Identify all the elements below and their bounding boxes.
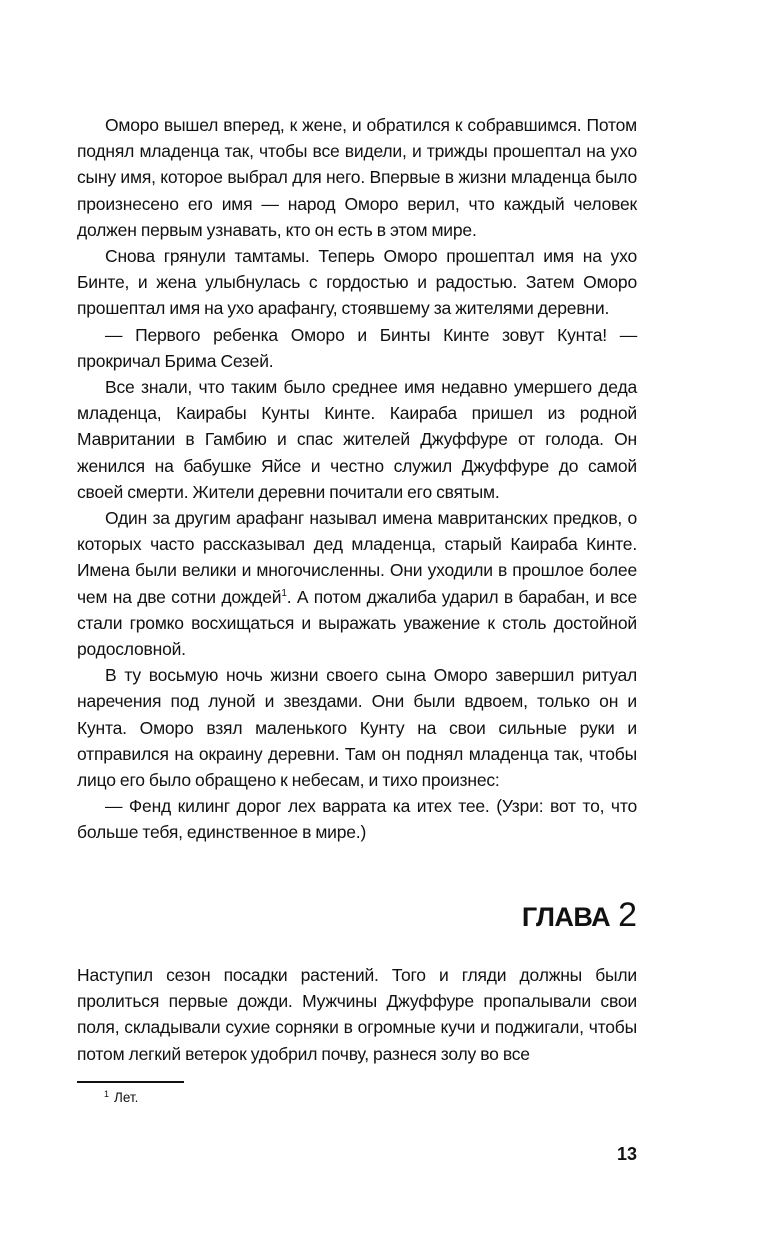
chapter-word: ГЛАВА	[521, 902, 611, 932]
paragraph-5-after: . А потом джалиба ударил в барабан, и все стали громко восхищаться и выражать уважение к столь достойной родословной.	[77, 586, 637, 660]
paragraph-6: В ту восьмую ночь жизни своего сына Оморо завершил ритуал наречения под луной и звездами. Они были вдвоем, только он и Кунта. Оморо взял маленького Кунту на свои сильные руки и отправился на окраину деревни. Там он поднял младенца так, чтобы лицо его было обращено к небесам, и тихо произнес:	[77, 665, 637, 791]
paragraph-7: — Фенд килинг дорог лех варрата ка итех тее. (Узри: вот то, что больше тебя, единственное в мире.)	[77, 796, 637, 843]
chapter-text	[77, 962, 637, 1067]
footnote	[104, 1089, 138, 1107]
chapter-number: 2	[618, 896, 637, 934]
paragraph-1: Оморо вышел вперед, к жене, и обратился к собравшимся. Потом поднял младенца так, чтобы все видели, и трижды прошептал на ухо сыну имя, которое выбрал для него. Впервые в жизни младенца было произнесено его имя — народ Оморо верил, что каждый человек должен первым узнавать, кто он есть в этом мире.	[77, 115, 637, 240]
footnote-reference[interactable]: 1	[281, 587, 287, 599]
page-number: 13	[616, 1144, 637, 1164]
paragraph-3: — Первого ребенка Оморо и Бинты Кинте зовут Кунта! — прокричал Брима Сезей.	[77, 324, 637, 371]
paragraph-5-before: Один за другим арафанг называл имена мавританских предков, о которых часто рассказывал дед младенца, старый Каираба Кинте. Имена были велики и многочисленны. Они уходили в прошлое более чем на две сотни дождей	[77, 508, 637, 607]
paragraph-2: Снова грянули тамтамы. Теперь Оморо прошептал имя на ухо Бинте, и жена улыбнулась с гордостью и радостью. Затем Оморо прошептал имя на ухо арафангу, стоявшему за жителями деревни.	[77, 246, 637, 319]
chapter-heading	[522, 896, 637, 935]
main-text	[77, 112, 637, 846]
footnote-divider	[77, 1081, 184, 1083]
footnote-mark: 1	[104, 1088, 110, 1099]
chapter-paragraph-1: Наступил сезон посадки растений. Того и гляди должны были пролиться первые дожди. Мужчины Джуффуре пропалывали свои поля, складывали сухие сорняки в огромные кучи и поджигали, чтобы потом легкий ветерок удобрил почву, разнеся золу во все	[77, 965, 637, 1064]
paragraph-4: Все знали, что таким было среднее имя недавно умершего деда младенца, Каирабы Кунты Кинте. Каираба пришел из родной Мавритании в Гамбию и спас жителей Джуффуре от голода. Он женился на бабушке Яйсе и честно служил Джуффуре до самой своей смерти. Жители деревни почитали его святым.	[77, 377, 637, 502]
paragraph-5	[77, 505, 637, 662]
footnote-text: Лет.	[114, 1090, 139, 1105]
